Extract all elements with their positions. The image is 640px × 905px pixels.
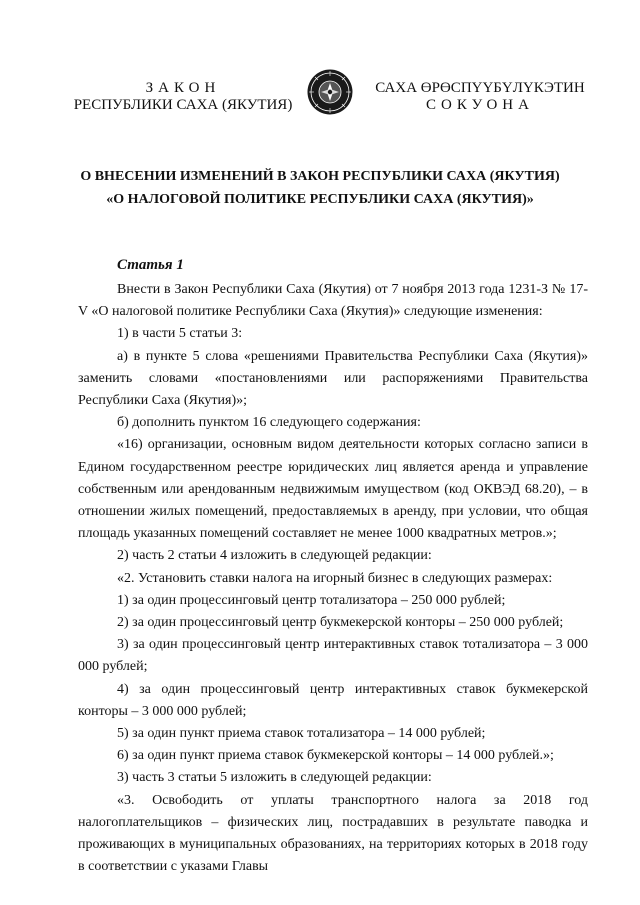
paragraph: 2) за один процессинговый центр букмекерской конторы – 250 000 рублей; bbox=[117, 615, 564, 631]
republic-name-sakha: САХА ӨРӨСПҮҮБҮЛҮКЭТИН bbox=[375, 80, 585, 96]
paragraph: 3) за один процессинговый центр интерактивных ставок тотализатора – 3 000 000 рублей; bbox=[78, 637, 588, 675]
law-word: ЗАКОН bbox=[145, 80, 221, 96]
header-right-block bbox=[355, 80, 605, 114]
republic-name-ru: РЕСПУБЛИКИ САХА (ЯКУТИЯ) bbox=[73, 97, 293, 113]
document-body bbox=[78, 279, 588, 878]
article-heading: Статья 1 bbox=[117, 257, 184, 273]
paragraph: б) дополнить пунктом 16 следующего содержания: bbox=[117, 415, 421, 431]
paragraph: «2. Установить ставки налога на игорный бизнес в следующих размерах: bbox=[117, 570, 553, 586]
paragraph: «3. Освободить от уплаты транспортного налога за 2018 год налогоплательщиков – физических лиц, пострадавших в результате паводка и проживающих в муниципальных образованиях, на территориях которых в 2018 году в соответствии с указами Главы bbox=[78, 792, 588, 875]
law-word-sakha: СОКУОНА bbox=[426, 97, 534, 113]
paragraph: 4) за один процессинговый центр интерактивных ставок букмекерской конторы – 3 000 000 рублей; bbox=[78, 681, 588, 719]
paragraph: 1) в части 5 статьи 3: bbox=[117, 326, 243, 342]
paragraph: «16) организации, основным видом деятельности которых согласно записи в Едином государственном реестре юридических лиц является аренда и управление собственным или арендованным недвижимым имуществом (код ОКВЭД 68.20), – в отношении жилых помещений, предоставляемых в аренду, при условии, что общая площадь указанных помещений составляет не менее 1000 квадратных метров.»; bbox=[78, 437, 588, 542]
paragraph: а) в пункте 5 слова «решениями Правительства Республики Саха (Якутия)» заменить словами «постановлениями или распоряжениями Правительства Республики Саха (Якутия)»; bbox=[78, 348, 588, 409]
document-title-line-2: «О НАЛОГОВОЙ ПОЛИТИКЕ РЕСПУБЛИКИ САХА (ЯКУТИЯ)» bbox=[106, 192, 534, 207]
header-left-block bbox=[58, 80, 308, 114]
paragraph: Внести в Закон Республики Саха (Якутия) от 7 ноября 2013 года 1231-З № 17-V «О налоговой политике Республики Саха (Якутия)» следующие изменения: bbox=[78, 282, 588, 320]
document-title-line-1: О ВНЕСЕНИИ ИЗМЕНЕНИЙ В ЗАКОН РЕСПУБЛИКИ САХА (ЯКУТИЯ) bbox=[80, 169, 560, 184]
paragraph: 5) за один пункт приема ставок тотализатора – 14 000 рублей; bbox=[117, 726, 486, 742]
paragraph: 3) часть 3 статьи 5 изложить в следующей редакции: bbox=[117, 770, 432, 786]
paragraph: 2) часть 2 статьи 4 изложить в следующей редакции: bbox=[117, 548, 432, 564]
republic-sakha-emblem-icon bbox=[306, 68, 354, 116]
paragraph: 6) за один пункт приема ставок букмекерской конторы – 14 000 рублей.»; bbox=[117, 748, 554, 764]
paragraph: 1) за один процессинговый центр тотализатора – 250 000 рублей; bbox=[117, 592, 506, 608]
